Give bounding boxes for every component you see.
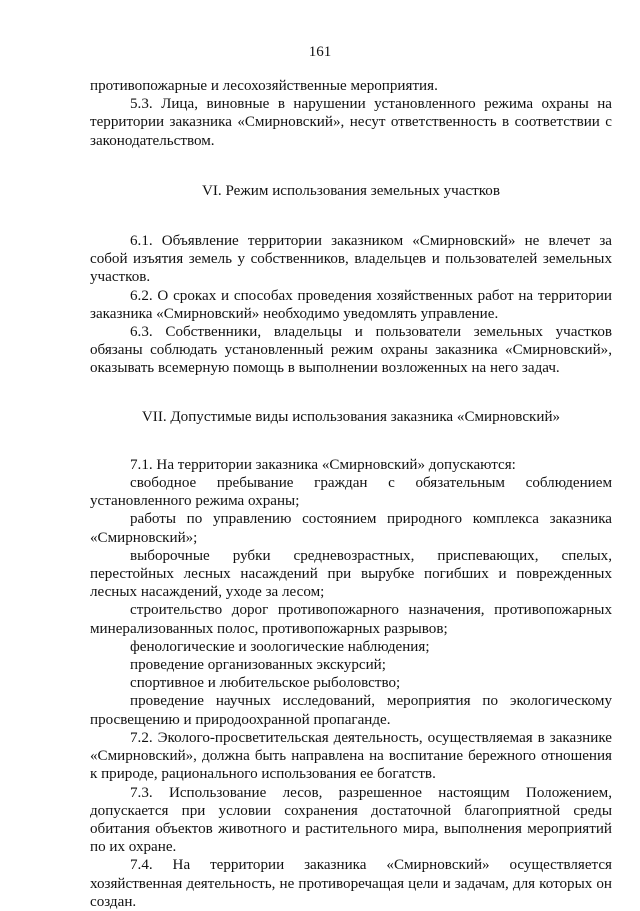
paragraph-6-2: 6.2. О сроках и способах проведения хозяйственных работ на территории заказника «Смирновский» необходимо уведомлять управление. xyxy=(90,287,612,322)
list-item: выборочные рубки средневозрастных, приспевающих, спелых, перестойных лесных насаждений при вырубке погибших и поврежденных лесных насаждений, уходе за лесом; xyxy=(90,547,612,601)
paragraph-7-1: 7.1. На территории заказника «Смирновский» допускаются: xyxy=(130,456,516,473)
paragraph-6-1: 6.1. Объявление территории заказником «Смирновский» не влечет за собой изъятия земель у собственников, владельцев и пользователей земельных участков. xyxy=(90,233,612,286)
list-item: проведение научных исследований, мероприятия по экологическому просвещению и природоохранной пропаганде. xyxy=(90,693,612,728)
page-number: 161 xyxy=(308,44,332,60)
paragraph-5-3: 5.3. Лица, виновные в нарушении установленного режима охраны на территории заказника «Смирновский», несут ответственность в соответствии с законодательством. xyxy=(90,96,612,149)
paragraph-6-3: 6.3. Собственники, владельцы и пользователи земельных участков обязаны соблюдать установленный режим охраны заказника «Смирновский», оказывать всемерную помощь в выполнении возложенных на него задач. xyxy=(90,324,612,377)
list-item: строительство дорог противопожарного назначения, противопожарных минерализованных полос, противопожарных разрывов; xyxy=(90,602,612,637)
list-item: фенологические и зоологические наблюдения; xyxy=(130,638,430,655)
list-item: спортивное и любительское рыболовство; xyxy=(130,675,401,692)
list-item: свободное пребывание граждан с обязательным соблюдением установленного режима охраны; xyxy=(90,475,612,510)
section-7-heading: VII. Допустимые виды использования заказника «Смирновский» xyxy=(141,408,561,425)
paragraph-7-3: 7.3. Использование лесов, разрешенное настоящим Положением, допускается при условии сохранения достаточной благоприятной среды обитания объектов животного и растительного мира, выполнения мероприятий по их охране. xyxy=(90,784,612,856)
list-item: работы по управлению состоянием природного комплекса заказника «Смирновский»; xyxy=(90,511,612,546)
paragraph-continuation: противопожарные и лесохозяйственные мероприятия. xyxy=(90,78,438,94)
paragraph-7-4: 7.4. На территории заказника «Смирновский» осуществляется хозяйственная деятельность, не противоречащая цели и задачам, для которых он создан. xyxy=(90,857,612,910)
list-item: проведение организованных экскурсий; xyxy=(130,657,386,674)
document-body xyxy=(90,77,612,911)
paragraph-7-2: 7.2. Эколого-просветительская деятельность, осуществляемая в заказнике «Смирновский», должна быть направлена на воспитание бережного отношения к природе, рационального использования ее богатств. xyxy=(90,729,612,783)
section-6-heading: VI. Режим использования земельных участков xyxy=(202,182,500,199)
